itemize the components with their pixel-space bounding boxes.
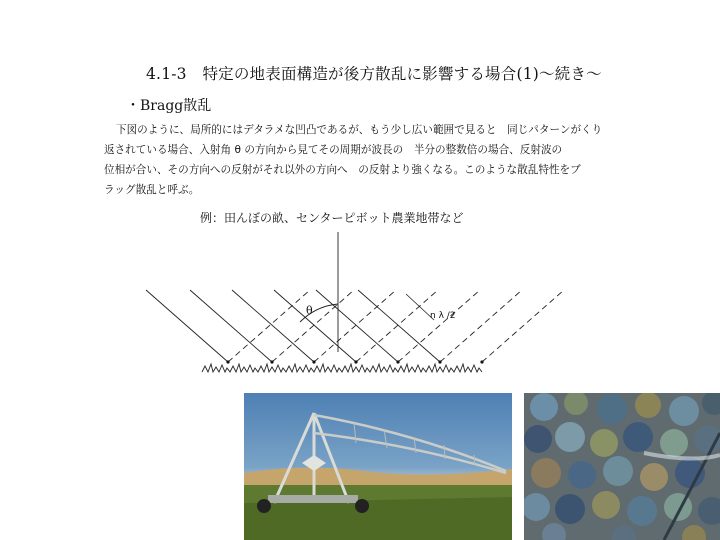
incident-rays <box>146 290 440 362</box>
paragraph-line-1: 下図のように、局所的にはデタラメな凹凸であるが、もう少し広い範囲で見ると 同じパターンがくり <box>116 124 603 136</box>
scattered-rays <box>228 290 564 362</box>
n-lambda-label: n λ /2 <box>430 311 456 321</box>
center-pivot-photo <box>244 393 512 540</box>
paragraph-line-4: ラッグ散乱と呼ぶ。 <box>104 184 200 196</box>
scatter-points <box>226 360 483 363</box>
center-pivot-irrigator-icon <box>244 393 512 540</box>
rough-surface <box>202 364 482 372</box>
aerial-crop-circles-photo <box>524 393 720 540</box>
crop-circles-icon <box>524 393 720 540</box>
section-heading: ・Bragg散乱 <box>126 98 212 114</box>
paragraph-line-2: 返されている場合、入射角 θ の方向から見てその周期が波長の 半分の整数倍の場合、反射波の <box>104 144 563 156</box>
example-text: 例：田んぼの畝、センターピボット農業地帯など <box>200 211 464 225</box>
slide-title: 4.1-3 特定の地表面構造が後方散乱に影響する場合(1)～続き～ <box>146 65 602 83</box>
theta-label: θ <box>306 304 313 317</box>
description-paragraph <box>104 120 616 200</box>
paragraph-line-3: 位相が合い、その方向への反射がそれ以外の方向へ の反射より強くなる。このような散乱特性をブ <box>104 164 581 176</box>
bragg-diagram <box>140 232 580 382</box>
